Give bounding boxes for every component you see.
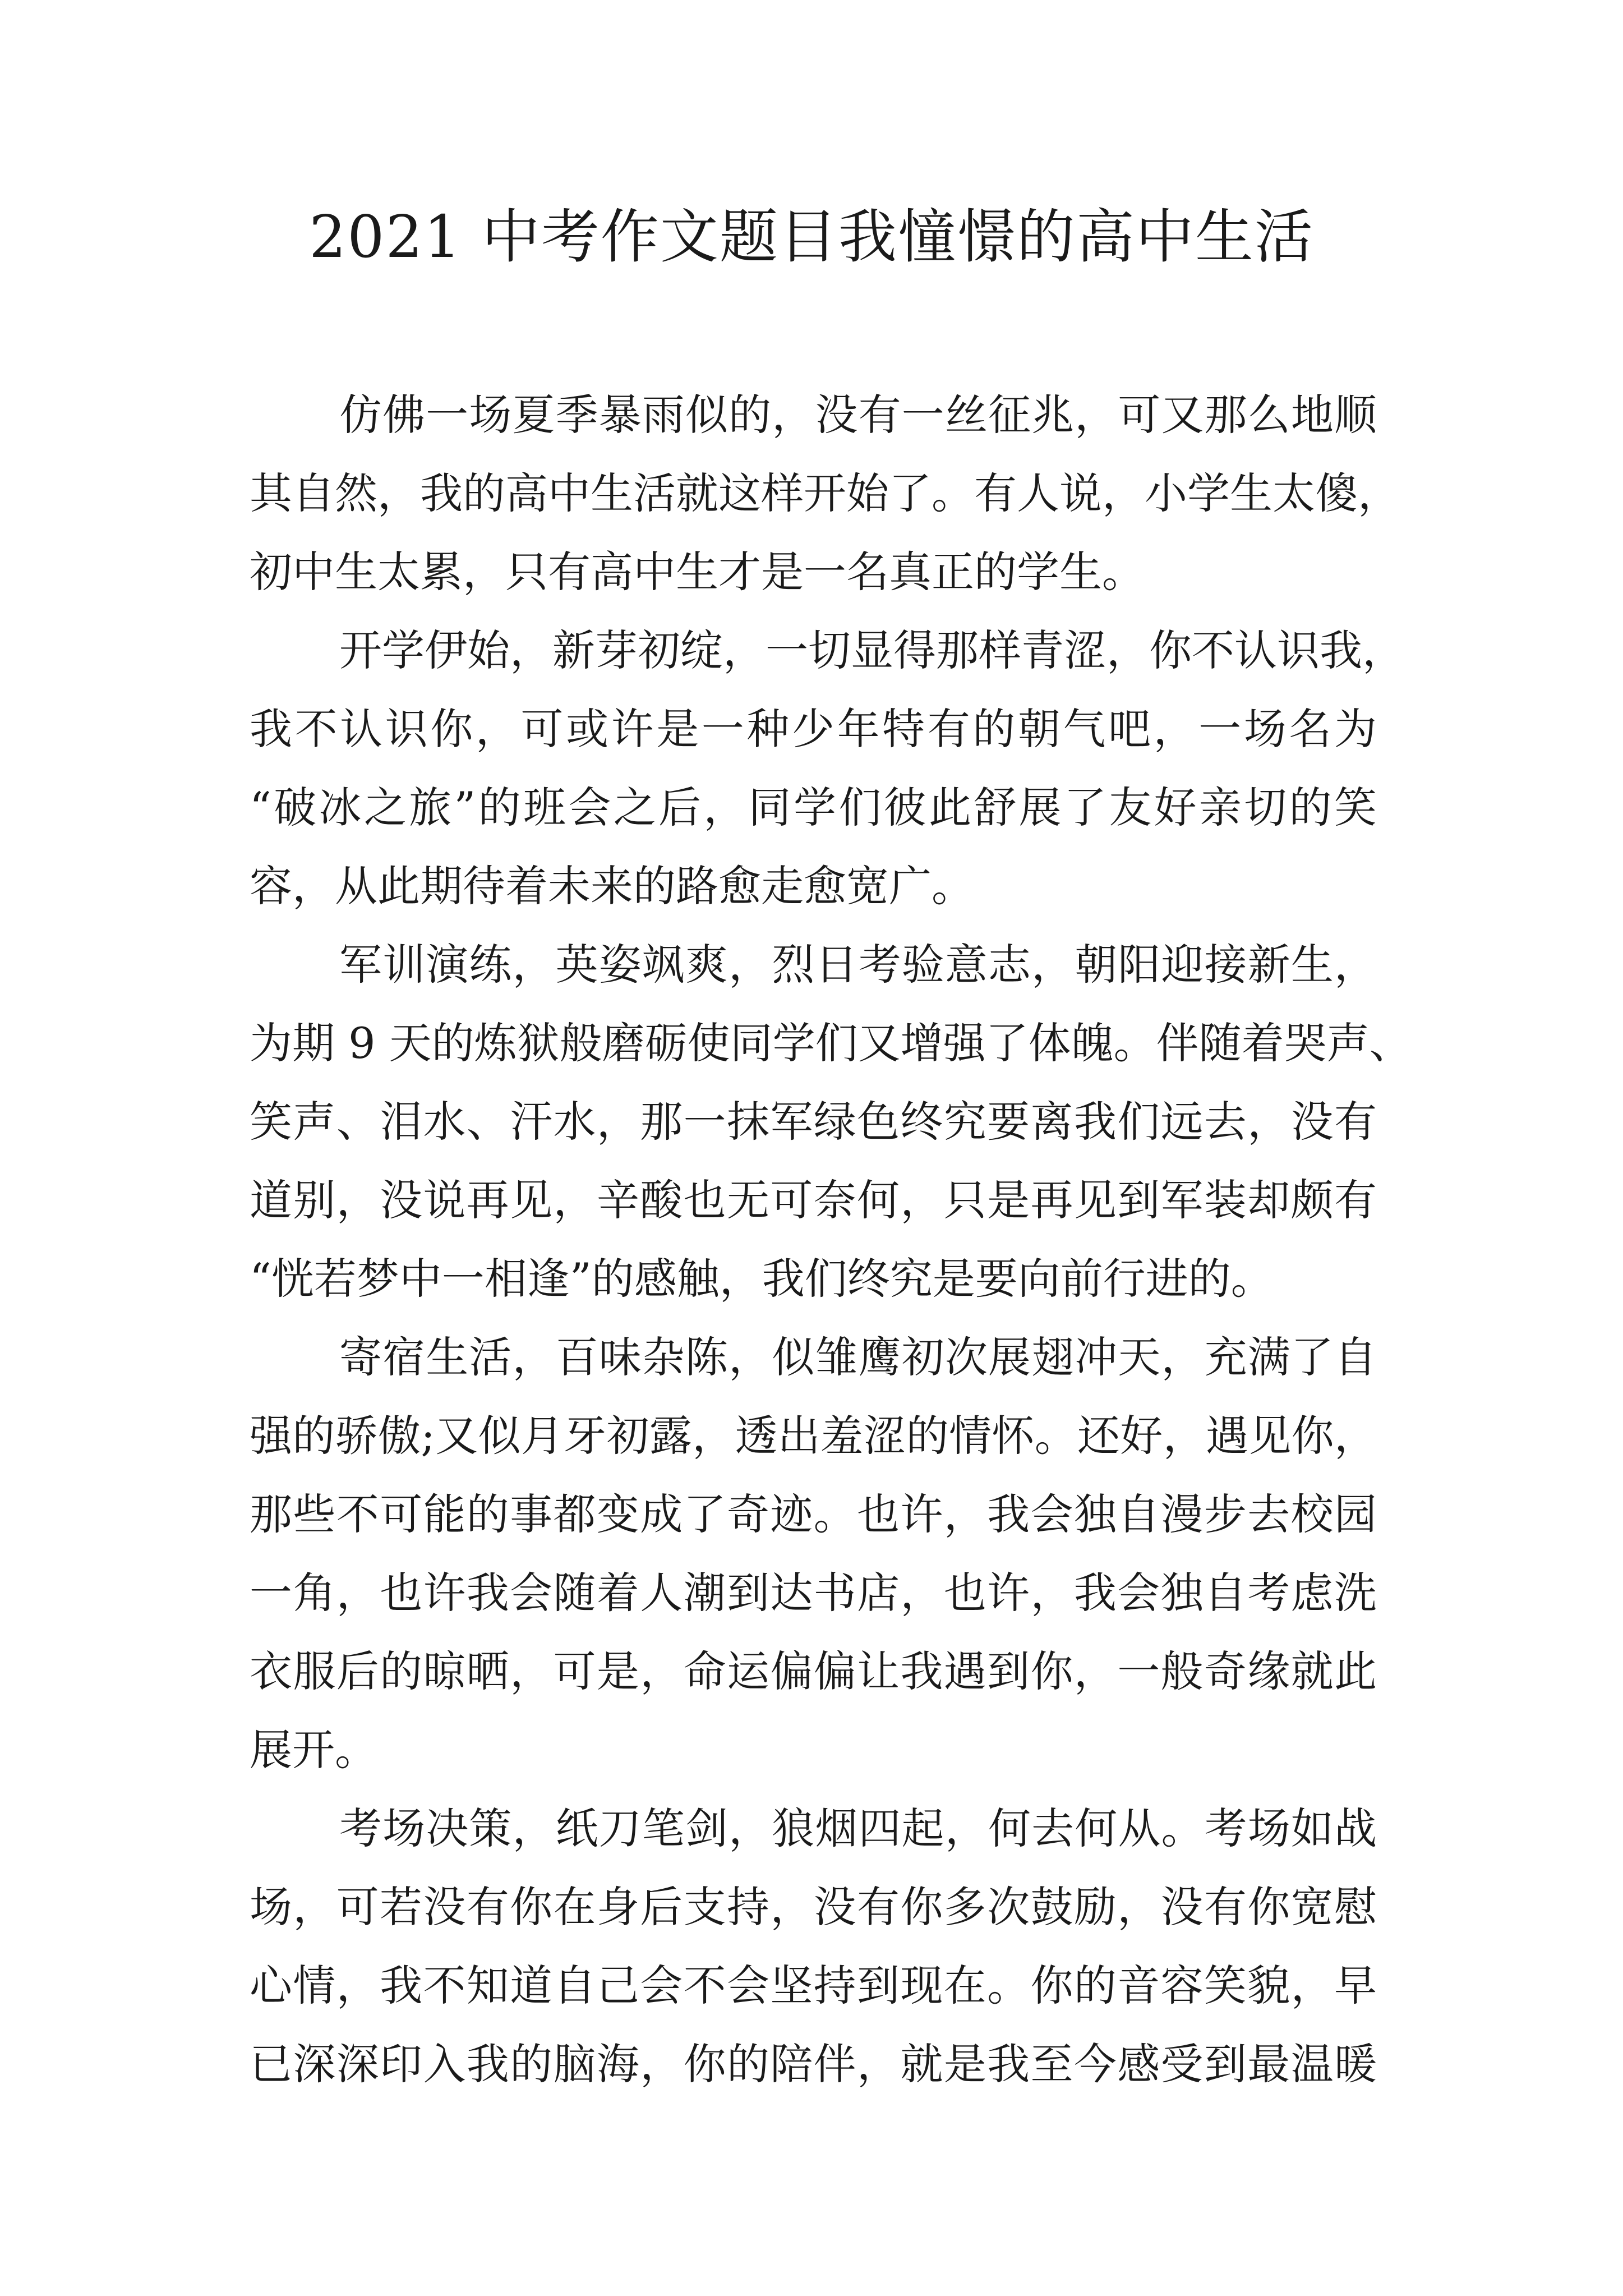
body-line: “恍若梦中一相逢”的感触，我们终究是要向前行进的。: [250, 1254, 1274, 1304]
document-body: [250, 376, 1412, 2104]
body-line: 开学伊始，新芽初绽，一切显得那样青涩，你不认识我，: [339, 625, 1405, 675]
body-line: 仿佛一场夏季暴雨似的，没有一丝征兆，可又那么地顺: [339, 390, 1377, 440]
body-line: 那些不可能的事都变成了奇迹。也许，我会独自漫步去校园: [250, 1489, 1377, 1539]
body-line: 容，从此期待着未来的路愈走愈宽广。: [250, 861, 974, 911]
body-line: 心情，我不知道自己会不会坚持到现在。你的音容笑貌，早: [250, 1961, 1377, 2010]
body-line: 强的骄傲;又似月牙初露，透出羞涩的情怀。还好，遇见你，: [250, 1411, 1377, 1461]
body-line: 其自然，我的高中生活就这样开始了。有人说，小学生太傻，: [250, 468, 1400, 518]
body-line: 场，可若没有你在身后支持，没有你多次鼓励，没有你宽慰: [250, 1882, 1377, 1932]
body-line: 军训演练，英姿飒爽，烈日考验意志，朝阳迎接新生，: [339, 940, 1377, 990]
body-line: 笑声、泪水、汗水，那一抹军绿色终究要离我们远去，没有: [250, 1097, 1377, 1147]
body-line: 展开。: [250, 1725, 377, 1775]
body-line: “破冰之旅”的班会之后，同学们彼此舒展了友好亲切的笑: [250, 783, 1377, 832]
body-line: 我不认识你，可或许是一种少年特有的朝气吧，一场名为: [250, 704, 1377, 754]
body-line: 考场决策，纸刀笔剑，狼烟四起，何去何从。考场如战: [339, 1803, 1377, 1853]
document-title: 2021 中考作文题目我憧憬的高中生活: [309, 203, 1314, 271]
body-line: 衣服后的晾晒，可是，命运偏偏让我遇到你，一般奇缘就此: [250, 1646, 1377, 1696]
body-line: 为期 9 天的炼狱般磨砺使同学们又增强了体魄。伴随着哭声、: [250, 1018, 1412, 1068]
body-line: 已深深印入我的脑海，你的陪伴，就是我至今感受到最温暖: [250, 2039, 1377, 2089]
body-line: 道别，没说再见，辛酸也无可奈何，只是再见到军装却颇有: [250, 1175, 1377, 1225]
body-line: 一角，也许我会随着人潮到达书店，也许，我会独自考虑洗: [250, 1568, 1377, 1618]
body-line: 初中生太累，只有高中生才是一名真正的学生。: [250, 547, 1145, 597]
body-line: 寄宿生活，百味杂陈，似雏鹰初次展翅冲天，充满了自: [339, 1332, 1377, 1382]
